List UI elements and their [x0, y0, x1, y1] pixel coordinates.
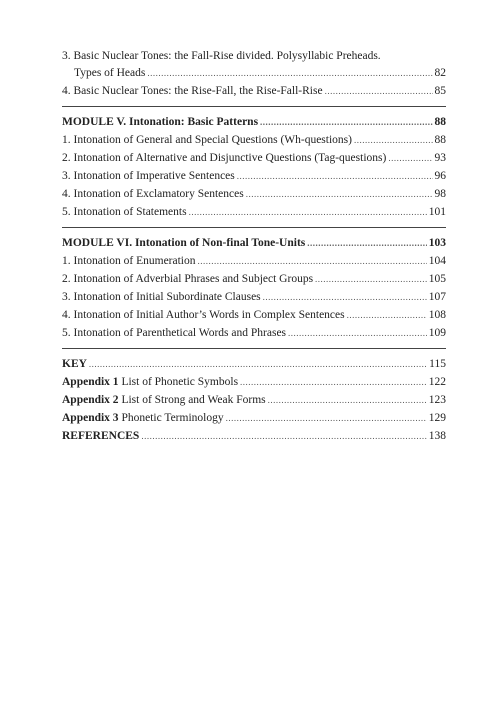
- toc-entry-bold-label: Appendix 2: [62, 394, 119, 406]
- toc-entry-page: 88: [434, 134, 446, 146]
- toc-entry[interactable]: [62, 167, 446, 185]
- toc-entry-page: 98: [434, 188, 446, 200]
- toc-leader-dots: [237, 167, 433, 185]
- toc-entry-appendix-2[interactable]: [62, 391, 446, 409]
- toc-leader-dots: [307, 234, 426, 252]
- toc-leader-dots: [354, 131, 433, 149]
- toc-entry-bold-label: Appendix 1: [62, 376, 119, 388]
- toc-entry[interactable]: [62, 149, 446, 167]
- toc-entry-title: 2. Intonation of Adverbial Phrases and Subject Groups: [62, 273, 314, 285]
- toc-entry-title: 1. Intonation of Enumeration: [62, 255, 196, 267]
- toc-entry-page: 123: [428, 394, 446, 406]
- toc-entry-page: 104: [428, 255, 446, 267]
- toc-leader-dots: [268, 391, 427, 409]
- toc-entry-appendix-3[interactable]: [62, 409, 446, 427]
- toc-entry-page: 101: [428, 206, 446, 218]
- toc-module-title: MODULE V. Intonation: Basic Patterns: [62, 116, 259, 128]
- toc-module-title: MODULE VI. Intonation of Non-final Tone-Units: [62, 237, 306, 249]
- toc-entry-page: 109: [428, 327, 446, 339]
- toc-section-module6: [62, 234, 446, 342]
- toc-entry-page: 82: [434, 67, 446, 79]
- toc-leader-dots: [198, 252, 427, 270]
- toc-entry-bold-label: Appendix 3: [62, 412, 119, 424]
- toc-module-page: 103: [428, 237, 446, 249]
- toc-entry[interactable]: [62, 306, 446, 324]
- toc-entry-page: 96: [434, 170, 446, 182]
- toc-module-heading[interactable]: [62, 234, 446, 252]
- toc-entry[interactable]: [62, 324, 446, 342]
- toc-section-module5: [62, 113, 446, 221]
- toc-entry[interactable]: [62, 131, 446, 149]
- toc-entry[interactable]: [62, 64, 446, 82]
- toc-entry[interactable]: [62, 288, 446, 306]
- toc-leader-dots: [288, 324, 427, 342]
- toc-entry-rest: List of Strong and Weak Forms: [118, 394, 266, 406]
- toc-leader-dots: [226, 409, 427, 427]
- toc-entry[interactable]: [62, 270, 446, 288]
- toc-entry-title: [62, 355, 87, 373]
- toc-entry-title: Types of Heads: [74, 67, 146, 79]
- toc-entry-key[interactable]: [62, 355, 446, 373]
- toc-leader-dots: [189, 203, 427, 221]
- toc-entry[interactable]: [62, 203, 446, 221]
- toc-entry-title: 3. Basic Nuclear Tones: the Fall-Rise divided. Polysyllabic Preheads.: [62, 50, 381, 62]
- toc-leader-dots: [246, 185, 433, 203]
- section-divider: [62, 227, 446, 228]
- toc-entry-bold-label: KEY: [62, 358, 87, 370]
- toc-entry-title: [62, 409, 224, 427]
- toc-leader-dots: [263, 288, 427, 306]
- toc-entry-title: 5. Intonation of Statements: [62, 206, 187, 218]
- toc-entry-page: 115: [429, 358, 446, 370]
- toc-entry-bold-label: REFERENCES: [62, 430, 140, 442]
- toc-entry-title: 4. Basic Nuclear Tones: the Rise-Fall, the Rise-Fall-Rise: [62, 85, 323, 97]
- section-divider: [62, 106, 446, 107]
- toc-leader-dots: [315, 270, 427, 288]
- toc-entry-rest: List of Phonetic Symbols: [118, 376, 239, 388]
- toc-module-page: 88: [434, 116, 446, 128]
- toc-entry-rest: Phonetic Terminology: [118, 412, 224, 424]
- toc-entry-appendix-1[interactable]: [62, 373, 446, 391]
- section-divider: [62, 348, 446, 349]
- toc-entry-title: 4. Intonation of Initial Author’s Words in Complex Sentences: [62, 309, 345, 321]
- toc-entry-title: 3. Intonation of Initial Subordinate Clauses: [62, 291, 261, 303]
- toc-entry-page: 129: [428, 412, 446, 424]
- toc-entry-page: 93: [434, 152, 446, 164]
- toc-leader-dots: [388, 149, 432, 167]
- toc-leader-dots: [89, 355, 427, 373]
- toc-section-back-matter: [62, 355, 446, 445]
- toc-entry-title: 3. Intonation of Imperative Sentences: [62, 170, 235, 182]
- toc-entry-title: [62, 391, 266, 409]
- toc-leader-dots: [325, 82, 433, 100]
- toc-entry-page: 122: [428, 376, 446, 388]
- toc-entry-title: [62, 373, 238, 391]
- toc-entry-page: 108: [428, 309, 446, 321]
- toc-entry-title: 4. Intonation of Exclamatory Sentences: [62, 188, 244, 200]
- toc-leader-dots: [347, 306, 427, 324]
- toc-entry-page: 107: [428, 291, 446, 303]
- toc-entry-page: 85: [434, 85, 446, 97]
- toc-leader-dots: [260, 113, 432, 131]
- toc-entry-references[interactable]: [62, 427, 446, 445]
- toc-entry-title: [62, 427, 139, 445]
- toc-leader-dots: [141, 427, 426, 445]
- toc-entry-title: 5. Intonation of Parenthetical Words and Phrases: [62, 327, 287, 339]
- toc-entry-title: 2. Intonation of Alternative and Disjunctive Questions (Tag-questions): [62, 152, 387, 164]
- toc-entry-title: 1. Intonation of General and Special Questions (Wh-questions): [62, 134, 352, 146]
- toc-leader-dots: [147, 64, 432, 82]
- toc-leader-dots: [240, 373, 427, 391]
- toc-module-heading[interactable]: [62, 113, 446, 131]
- toc-entry[interactable]: [62, 82, 446, 100]
- toc-entry-page: 138: [428, 430, 446, 442]
- toc-section-module4-tail: [62, 48, 446, 100]
- toc-entry-page: 105: [428, 273, 446, 285]
- toc-entry[interactable]: [62, 185, 446, 203]
- table-of-contents: [62, 48, 446, 445]
- toc-entry[interactable]: [62, 252, 446, 270]
